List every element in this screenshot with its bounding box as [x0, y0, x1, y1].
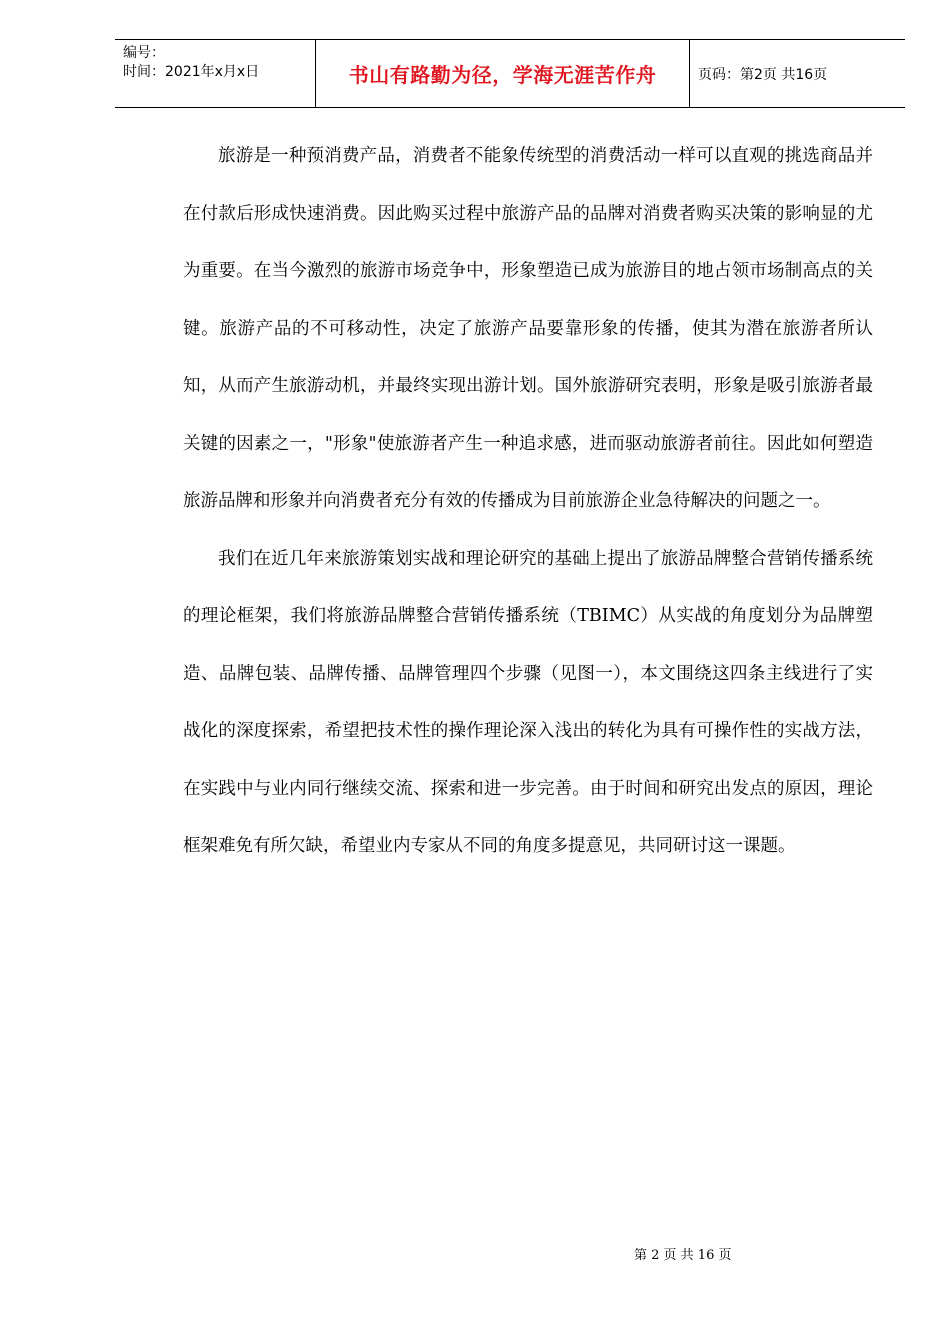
- page-header: [115, 39, 905, 108]
- header-motto: 书山有路勤为径，学海无涯苦作舟: [316, 40, 690, 107]
- page-footer: 第 2 页 共 16 页: [634, 1248, 732, 1263]
- document-number: 编号：: [123, 45, 165, 61]
- paragraph: 我们在近几年来旅游策划实战和理论研究的基础上提出了旅游品牌整合营销传播系统的理论框架，我们将旅游品牌整合营销传播系统（TBIMC）从实战的角度划分为品牌塑造、品牌包装、品牌传播、品牌管理四个步骤（见图一），本文围绕这四条主线进行了实战化的深度探索，希望把技术性的操作理论深入浅出的转化为具有可操作性的实战方法，在实践中与业内同行继续交流、探索和进一步完善。由于时间和研究出发点的原因，理论框架难免有所欠缺，希望业内专家从不同的角度多提意见，共同研讨这一课题。: [183, 548, 873, 856]
- document-body: [183, 128, 873, 876]
- document-time: 时间：2021年x月x日: [123, 64, 260, 80]
- paragraph: 旅游是一种预消费产品，消费者不能象传统型的消费活动一样可以直观的挑选商品并在付款后形成快速消费。因此购买过程中旅游产品的品牌对消费者购买决策的影响显的尤为重要。在当今激烈的旅游市场竞争中，形象塑造已成为旅游目的地占领市场制高点的关键。旅游产品的不可移动性，决定了旅游产品要靠形象的传播，使其为潜在旅游者所认知，从而产生旅游动机，并最终实现出游计划。国外旅游研究表明，形象是吸引旅游者最关键的因素之一，"形象"使旅游者产生一种追求感，进而驱动旅游者前往。因此如何塑造旅游品牌和形象并向消费者充分有效的传播成为目前旅游企业急待解决的问题之一。: [183, 146, 873, 511]
- header-page-info: 页码：第2页 共16页: [698, 66, 828, 83]
- header-meta: [115, 40, 316, 107]
